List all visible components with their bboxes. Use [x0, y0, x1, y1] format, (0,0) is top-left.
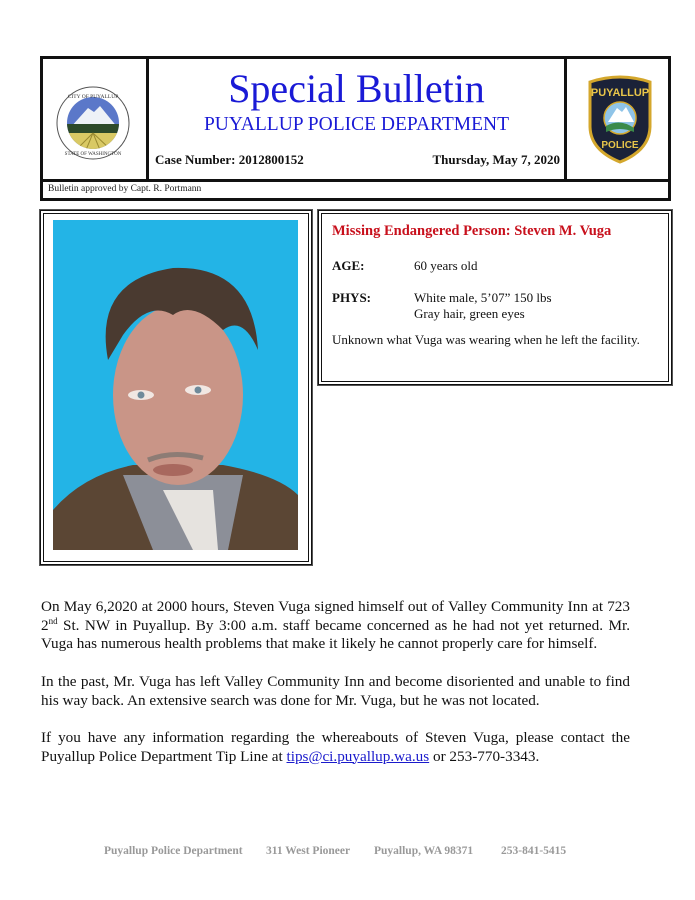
paragraph-incident: [41, 598, 630, 654]
footer-city: Puyallup, WA 98371: [374, 845, 474, 857]
p1-text-b: St. NW in Puyallup. By 3:00 a.m. staff became concerned as he had not yet returned. Mr. Vuga has numerous health problems that make it likely he cannot properly care for himself.: [41, 616, 630, 653]
paragraph-contact: [41, 729, 630, 766]
bulletin-title: Special Bulletin: [228, 66, 485, 111]
footer-phone: 253-841-5415: [501, 845, 567, 857]
police-badge-logo: [584, 74, 656, 164]
portrait-image: [53, 220, 298, 550]
city-seal-cell: [43, 59, 149, 179]
city-seal-logo: [56, 86, 130, 160]
p3-text-b: or 253-770-3343.: [429, 747, 540, 765]
header-title-cell: [149, 59, 564, 179]
police-badge-cell: [564, 59, 671, 179]
bulletin-header: [40, 56, 671, 201]
phys-line-1: White male, 5’07” 150 lbs: [414, 290, 552, 305]
tip-email-link[interactable]: tips@ci.puyallup.wa.us: [286, 747, 430, 765]
approved-by: Bulletin approved by Capt. R. Portmann: [48, 184, 202, 194]
seal-text-bottom: STATE OF WASHINGTON: [64, 152, 122, 157]
department-name: PUYALLUP POLICE DEPARTMENT: [203, 114, 510, 135]
age-label: AGE:: [332, 258, 365, 273]
badge-text-bottom: POLICE: [601, 140, 639, 151]
phys-line-2: Gray hair, green eyes: [414, 306, 525, 321]
bulletin-body: [41, 598, 630, 785]
age-value: 60 years old: [414, 258, 478, 273]
clothing-note: Unknown what Vuga was wearing when he left the facility.: [332, 332, 640, 347]
missing-person-heading: Missing Endangered Person: Steven M. Vuga: [332, 223, 612, 239]
paragraph-history: In the past, Mr. Vuga has left Valley Community Inn and become disoriented and unable to find his way back. An extensive search was done for Mr. Vuga, but he was not located.: [41, 672, 630, 709]
photo-frame: [40, 210, 312, 565]
missing-person-photo: [53, 220, 298, 550]
footer-org: Puyallup Police Department: [104, 845, 243, 857]
bulletin-date: Thursday, May 7, 2020: [432, 152, 560, 167]
footer-street: 311 West Pioneer: [266, 845, 351, 857]
phys-label: PHYS:: [332, 290, 371, 305]
case-number: Case Number: 2012800152: [155, 152, 304, 167]
p1-sup: nd: [48, 615, 58, 626]
approval-row: [43, 179, 668, 198]
person-info-box: [318, 210, 672, 385]
p3-text-a: If you have any information regarding the whereabouts of Steven Vuga, please contact the Puyallup Police Department Tip Line at: [41, 728, 630, 765]
p1-text-a: On May 6,2020 at 2000 hours, Steven Vuga signed himself out of Valley Community Inn at 723 2: [41, 598, 630, 634]
badge-text-top: PUYALLUP: [590, 87, 650, 99]
seal-text-top: CITY OF PUYALLUP: [67, 94, 119, 100]
